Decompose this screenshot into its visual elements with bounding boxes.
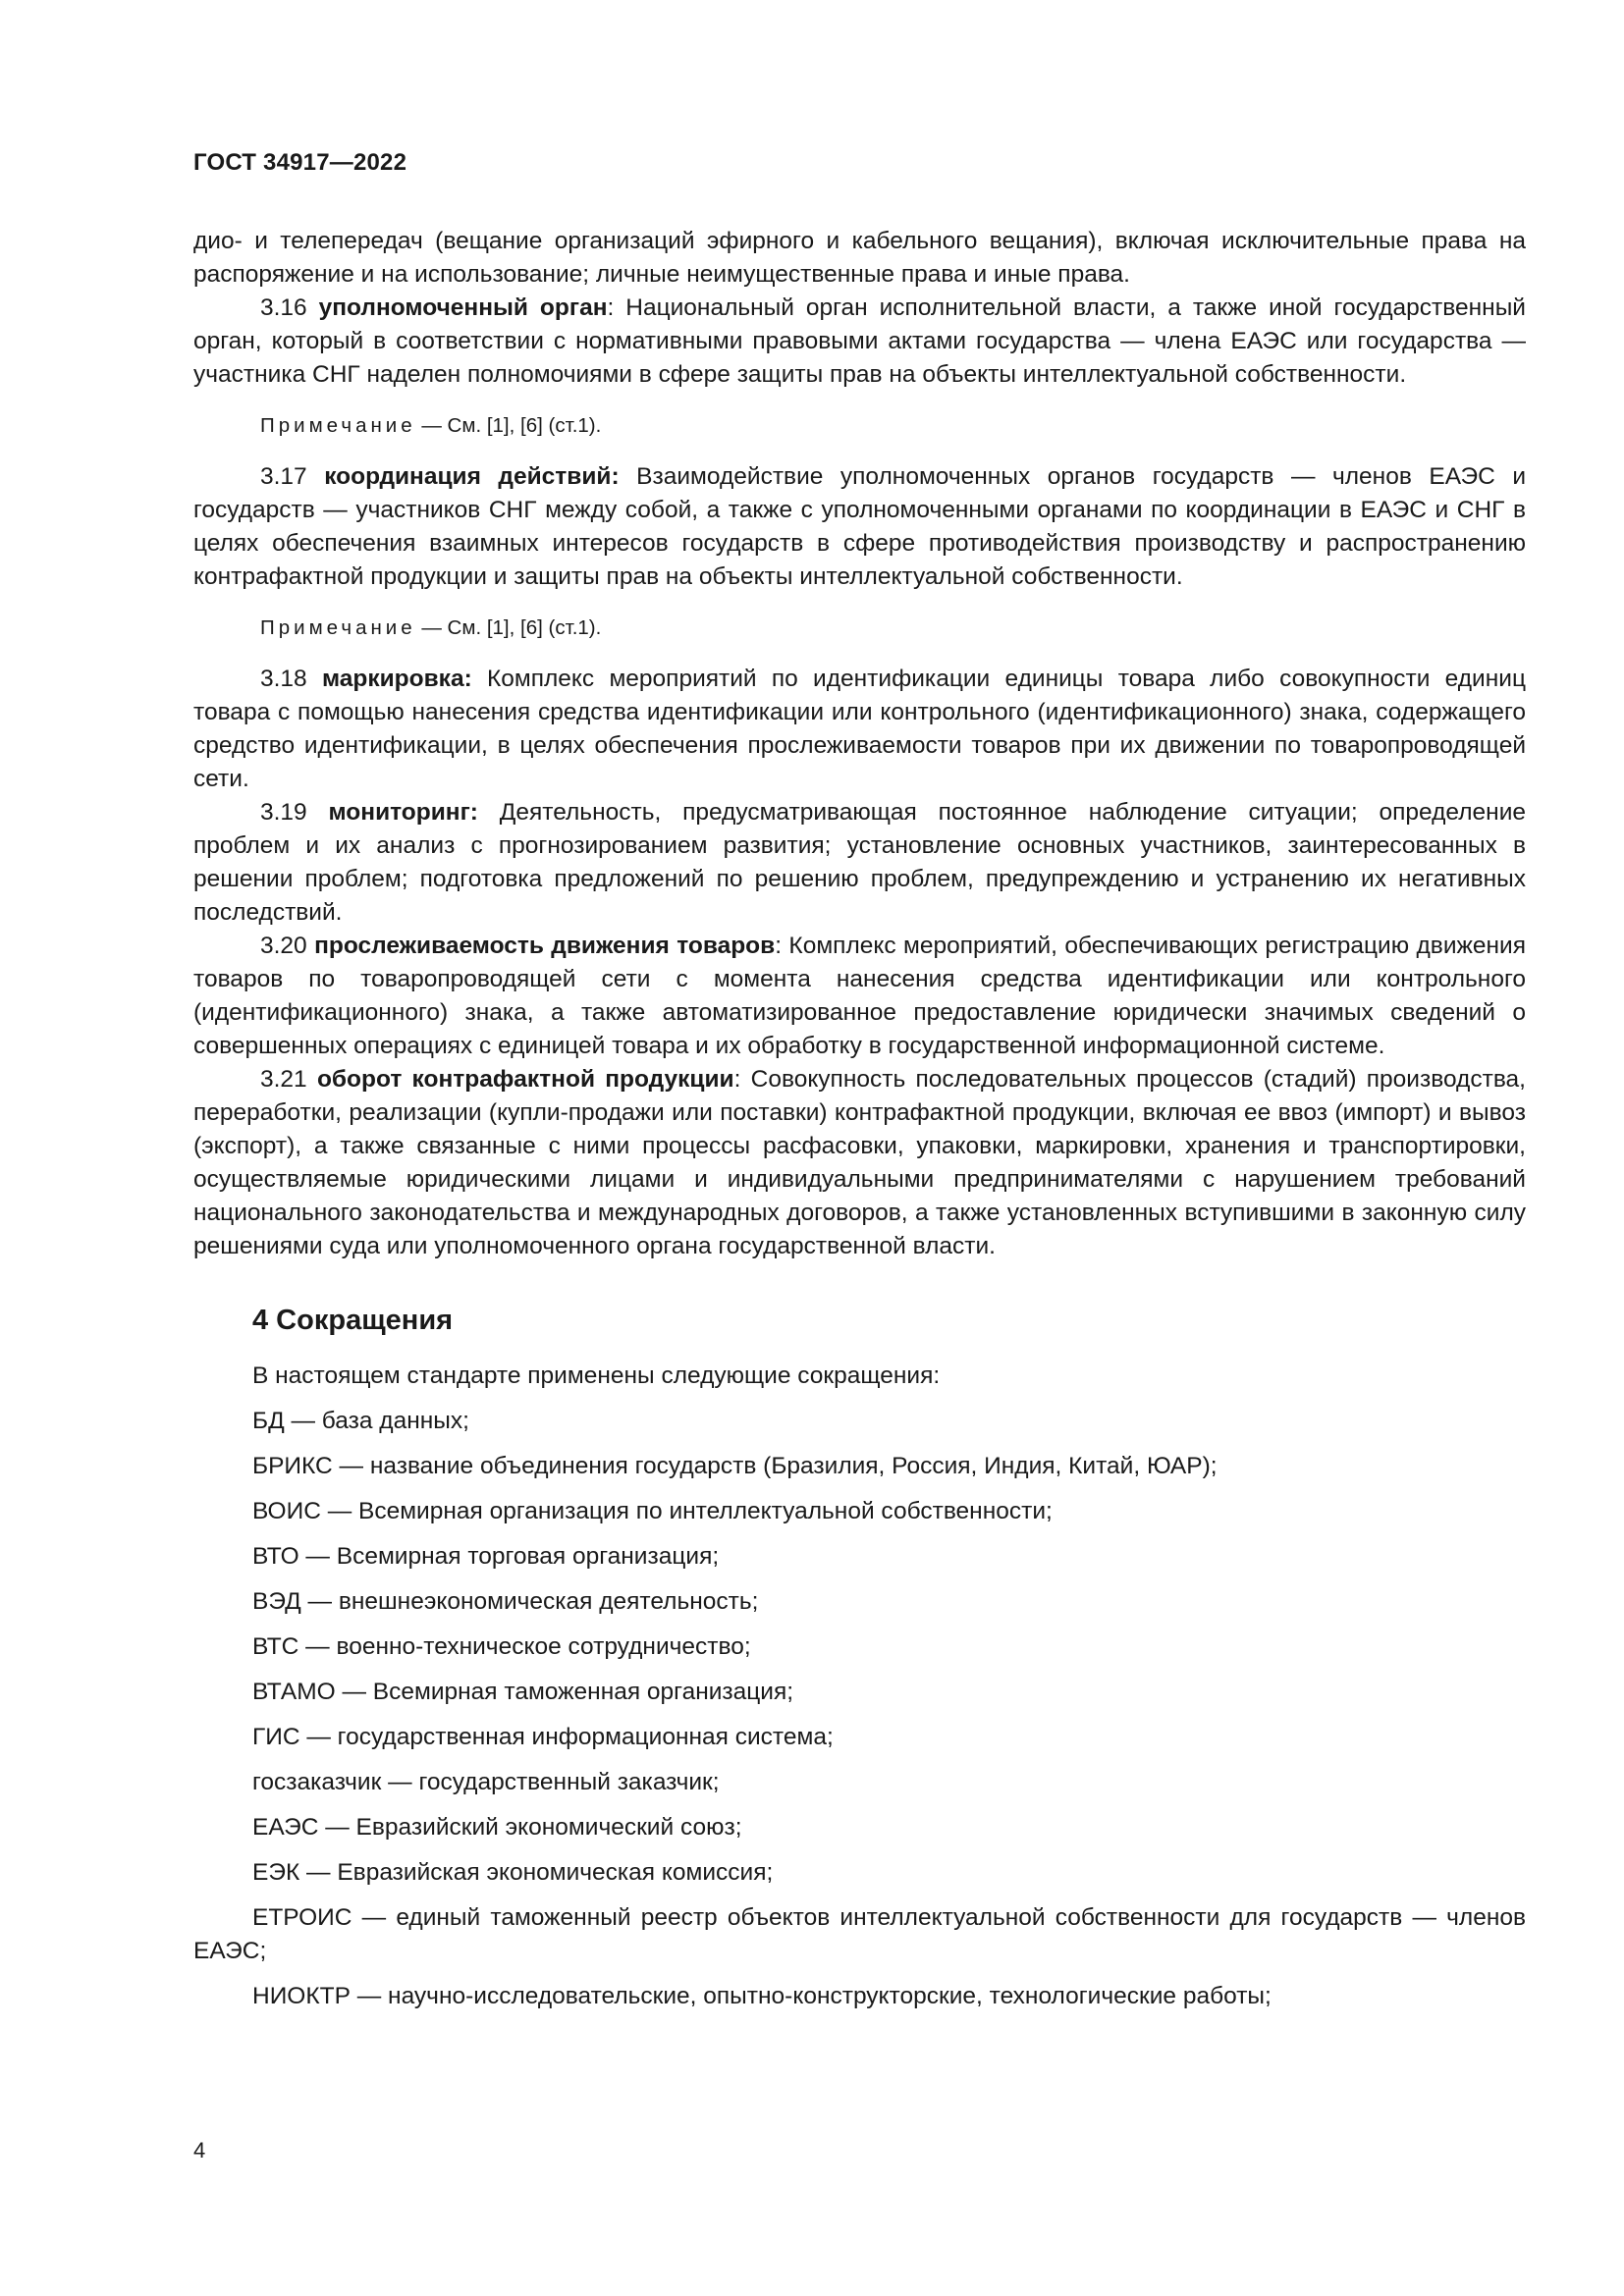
term-3-17 bbox=[193, 460, 1526, 594]
term-separator: : bbox=[775, 933, 783, 959]
term-definition: Комплекс мероприятий, обеспечивающих регистрацию движения товаров по товаропроводящей сети с момента нанесения средства идентификации или контрольного (идентификационного) знака, а также автоматизированное предоставление юридически значимых сведений о совершенных операциях с единицей товара и их обработку в государственной информационной системе. bbox=[193, 933, 1526, 1059]
term-name: уполномоченный орган bbox=[318, 294, 608, 321]
term-name: прослеживаемость движения товаров bbox=[314, 933, 776, 959]
page-content bbox=[193, 225, 1526, 2025]
note-label: Примечание bbox=[260, 616, 416, 639]
note-text: — См. [1], [6] (ст.1). bbox=[415, 616, 602, 639]
page-number: 4 bbox=[193, 2138, 206, 2163]
note-label: Примечание bbox=[260, 414, 416, 437]
abbreviation-item: ЕТРОИС — единый таможенный реестр объектов интеллектуальной собственности для государств — членов ЕАЭС; bbox=[193, 1904, 1526, 1964]
abbreviation-item: ВОИС — Всемирная организация по интеллектуальной собственности; bbox=[252, 1498, 1053, 1524]
term-3-21 bbox=[193, 1063, 1526, 1263]
term-name: оборот контрафактной продукции bbox=[316, 1066, 734, 1093]
term-number: 3.21 bbox=[260, 1066, 307, 1093]
abbreviation-item: госзаказчик — государственный заказчик; bbox=[252, 1769, 720, 1795]
term-separator: : bbox=[733, 1066, 741, 1093]
abbreviation-item: ЕАЭС — Евразийский экономический союз; bbox=[252, 1814, 742, 1841]
term-name: координация действий: bbox=[324, 463, 620, 490]
abbreviation-item: ГИС — государственная информационная система; bbox=[252, 1724, 834, 1750]
term-name: мониторинг: bbox=[328, 799, 478, 826]
abbreviation-item: ЕЭК — Евразийская экономическая комиссия; bbox=[252, 1859, 774, 1886]
abbreviation-item: ВЭД — внешнеэкономическая деятельность; bbox=[252, 1588, 759, 1615]
term-number: 3.20 bbox=[260, 933, 307, 959]
term-number: 3.16 bbox=[260, 294, 307, 321]
note-text: — См. [1], [6] (ст.1). bbox=[415, 414, 602, 437]
abbreviation-item: ВТАМО — Всемирная таможенная организация; bbox=[252, 1679, 794, 1705]
term-number: 3.19 bbox=[260, 799, 307, 826]
abbreviations-intro: В настоящем стандарте применены следующие сокращения: bbox=[252, 1362, 941, 1389]
term-separator: : bbox=[607, 294, 615, 321]
term-definition: Совокупность последовательных процессов (стадий) производства, переработки, реализации (купли-продажи или поставки) контрафактной продукции, включая ее ввоз (импорт) и вывоз (экспорт), а также связанные с ними процессы расфасовки, упаковки, маркировки, хранения и транспортировки, осуществляемые юридическими лицами и индивидуальными предпринимателями с нарушением требований национального законодательства и международных договоров, а также установленных вступившими в законную силу решениями суда или уполномоченного органа государственной власти. bbox=[193, 1066, 1526, 1259]
note-3-17 bbox=[260, 614, 1526, 643]
abbreviation-item: ВТО — Всемирная торговая организация; bbox=[252, 1543, 720, 1570]
document-header: ГОСТ 34917—2022 bbox=[193, 149, 407, 176]
note-3-16 bbox=[260, 411, 1526, 441]
term-number: 3.18 bbox=[260, 666, 307, 692]
abbreviation-item: БРИКС — название объединения государств (Бразилия, Россия, Индия, Китай, ЮАР); bbox=[252, 1453, 1218, 1479]
abbreviation-item: НИОКТР — научно-исследовательские, опытно-конструкторские, технологические работы; bbox=[252, 1983, 1272, 2009]
term-name: маркировка: bbox=[321, 666, 472, 692]
term-definition: Деятельность, предусматривающая постоянное наблюдение ситуации; определение проблем и их анализ с прогнозированием развития; установление основных участников, заинтересованных в решении проблем; подготовка предложений по решению проблем, предупреждению и устранению их негативных последствий. bbox=[193, 799, 1527, 926]
term-number: 3.17 bbox=[260, 463, 307, 490]
term-3-20 bbox=[193, 930, 1526, 1063]
term-3-19 bbox=[193, 796, 1526, 930]
abbreviation-item: ВТС — военно-техническое сотрудничество; bbox=[252, 1633, 751, 1660]
section-title: 4 Сокращения bbox=[252, 1305, 454, 1336]
intro-paragraph: дио- и телепередач (вещание организаций эфирного и кабельного вещания), включая исключительные права на распоряжение и на использование; личные неимущественные права и иные права. bbox=[193, 228, 1526, 288]
term-3-16 bbox=[193, 292, 1526, 392]
term-3-18 bbox=[193, 663, 1526, 796]
term-definition: Взаимодействие уполномоченных органов государств — членов ЕАЭС и государств — участников СНГ между собой, а также с уполномоченными органами по координации в ЕАЭС и СНГ в целях обеспечения взаимных интересов государств в сфере противодействия производству и распространению контрафактной продукции и защиты прав на объекты интеллектуальной собственности. bbox=[193, 463, 1527, 590]
term-definition: Национальный орган исполнительной власти, а также иной государственный орган, который в соответствии с нормативными правовыми актами государства — члена ЕАЭС или государства — участника СНГ наделен полномочиями в сфере защиты прав на объекты интеллектуальной собственности. bbox=[193, 294, 1526, 388]
abbreviation-item: БД — база данных; bbox=[252, 1408, 469, 1434]
term-definition: Комплекс мероприятий по идентификации единицы товара либо совокупности единиц товара с помощью нанесения средства идентификации или контрольного (идентификационного) знака, содержащего средство идентификации, в целях обеспечения прослеживаемости товаров при их движении по товаропроводящей сети. bbox=[193, 666, 1526, 792]
